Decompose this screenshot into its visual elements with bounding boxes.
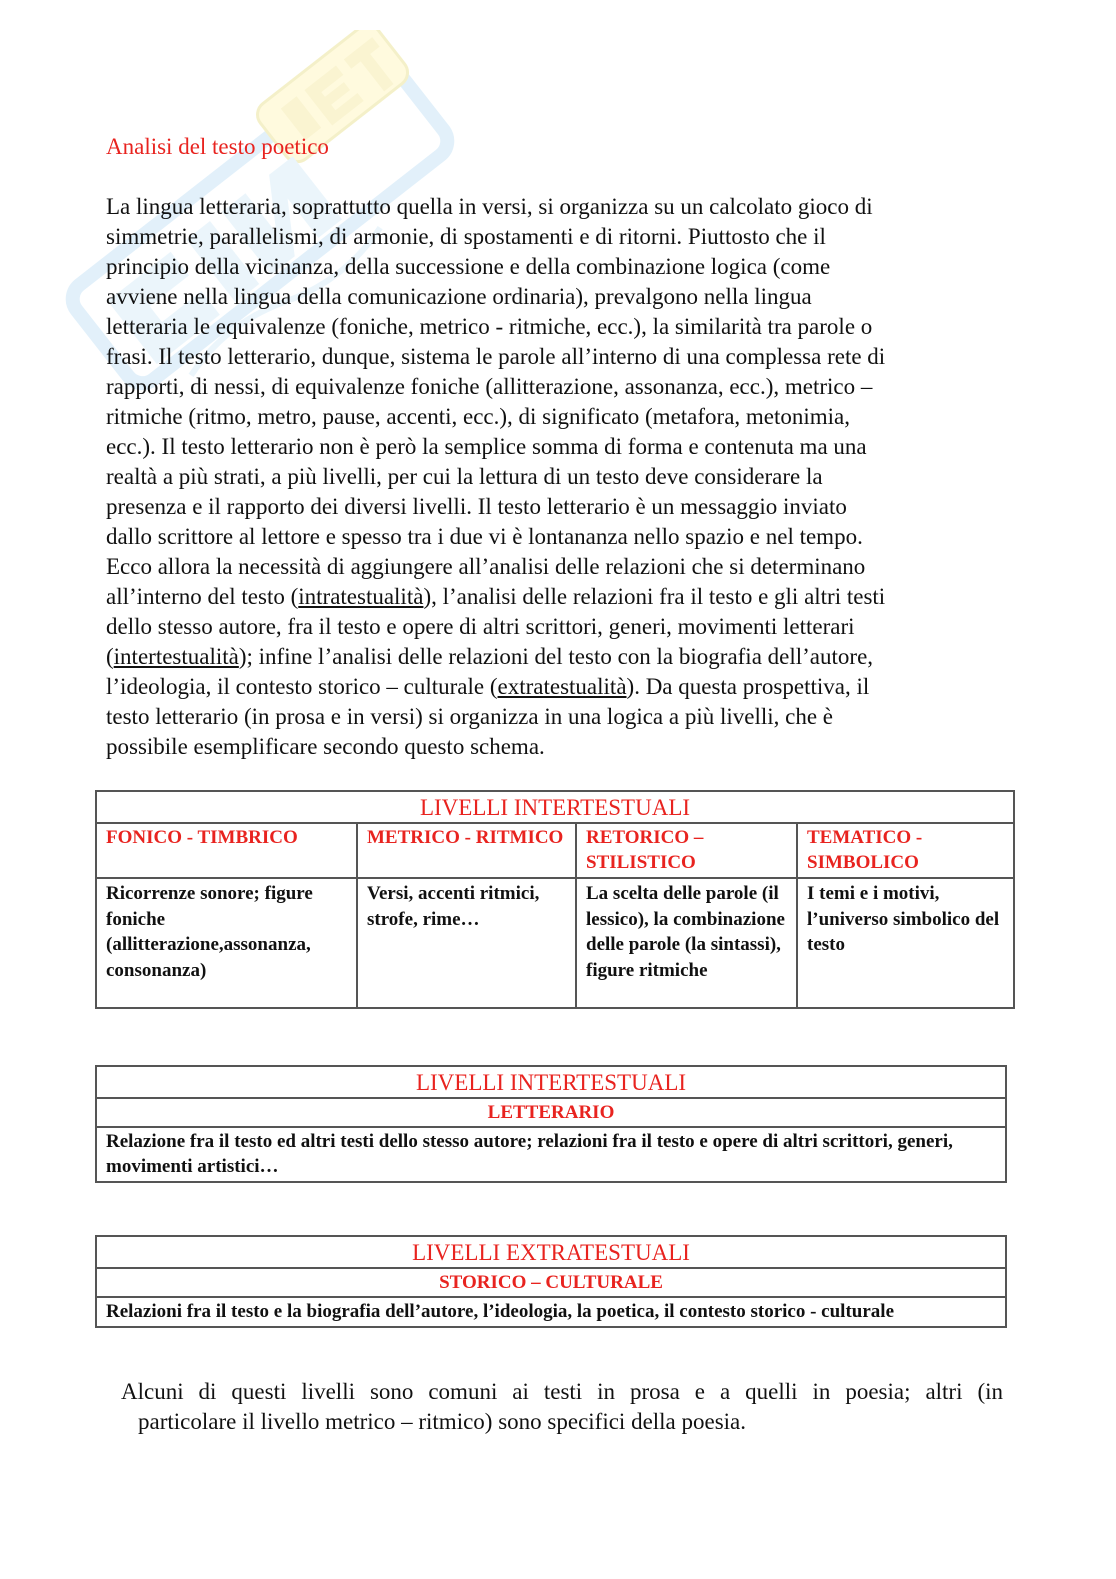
paragraph-line: Ecco allora la necessità di aggiungere all’analisi delle relazioni che si determinano [106,554,866,579]
column-head-tematico: TEMATICO - SIMBOLICO [797,823,1014,878]
column-head-fonico: FONICO - TIMBRICO [96,823,357,878]
term-intratestualita: intratestualità [298,584,424,609]
paragraph-line [106,672,991,702]
column-body-fonico: Ricorrenze sonore; figure foniche (allitterazione,assonanza, consonanza) [96,878,357,1008]
table-description: Relazioni fra il testo e la biografia dell’autore, l’ideologia, la poetica, il contesto storico - culturale [96,1297,1006,1327]
paragraph-line: ecc.). Il testo letterario non è però la semplice somma di forma e contenuta ma una [106,434,867,459]
extratextual-levels-table [95,1235,1007,1328]
literary-levels-table [95,1065,1007,1183]
paragraph-line: letteraria le equivalenze (foniche, metrico - ritmiche, ecc.), la similarità tra parole o [106,314,873,339]
table-subheading: STORICO – CULTURALE [96,1268,1006,1297]
paragraph-line: possibile esemplificare secondo questo schema. [106,734,545,759]
column-body-metrico: Versi, accenti ritmici, strofe, rime… [357,878,576,1008]
paragraph-line: rapporti, di nessi, di equivalenze foniche (allitterazione, assonanza, ecc.), metrico – [106,374,873,399]
paragraph-line: simmetrie, parallelismi, di armonie, di spostamenti e di ritorni. Piuttosto che il [106,224,826,249]
table-heading: LIVELLI INTERTESTUALI [96,791,1014,823]
paragraph-line: dello stesso autore, fra il testo e opere di altri scrittori, generi, movimenti letterari [106,614,855,639]
paragraph-line: ritmiche (ritmo, metro, pause, accenti, ecc.), di significato (metafora, metonimia, [106,404,851,429]
page-title: Analisi del testo poetico [106,134,329,159]
paragraph-line: avviene nella lingua della comunicazione ordinaria), prevalgono nella lingua [106,284,812,309]
paragraph-line: dallo scrittore al lettore e spesso tra i due vi è lontananza nello spazio e nel tempo. [106,524,863,549]
table-subheading: LETTERARIO [96,1098,1006,1127]
closing-line: Alcuni di questi livelli sono comuni ai testi in prosa e a quelli in poesia; altri (in [121,1379,1003,1404]
closing-line: particolare il livello metrico – ritmico) sono specifici della poesia. [138,1409,747,1434]
body-paragraph [106,192,991,762]
paragraph-line: presenza e il rapporto dei diversi livelli. Il testo letterario è un messaggio inviato [106,494,847,519]
intertextual-levels-table [95,790,1015,1009]
text-segment: l’ideologia, il contesto storico – culturale ( [106,674,498,699]
paragraph-line [106,642,991,672]
table-heading: LIVELLI EXTRATESTUALI [96,1236,1006,1268]
column-body-retorico: La scelta delle parole (il lessico), la combinazione delle parole (la sintassi), figure ritmiche [576,878,797,1008]
paragraph-line: testo letterario (in prosa e in versi) si organizza in una logica a più livelli, che è [106,704,834,729]
text-segment: ( [106,644,114,669]
paragraph-line: principio della vicinanza, della successione e della combinazione logica (come [106,254,831,279]
text-segment: all’interno del testo ( [106,584,299,609]
column-head-metrico: METRICO - RITMICO [357,823,576,878]
text-segment: ), l’analisi delle relazioni fra il testo e gli altri testi [423,584,886,609]
paragraph-line: realtà a più strati, a più livelli, per cui la lettura di un testo deve considerare la [106,464,823,489]
term-extratestualita: extratestualità [497,674,627,699]
column-body-tematico: I temi e i motivi, l’universo simbolico del testo [797,878,1014,1008]
paragraph-line: frasi. Il testo letterario, dunque, sistema le parole all’interno di una complessa rete di [106,344,886,369]
paragraph-line [106,582,991,612]
text-segment: ); infine l’analisi delle relazioni del testo con la biografia dell’autore, [238,644,874,669]
table-heading: LIVELLI INTERTESTUALI [96,1066,1006,1098]
column-head-retorico: RETORICO – STILISTICO [576,823,797,878]
paragraph-line: La lingua letteraria, soprattutto quella in versi, si organizza su un calcolato gioco di [106,194,873,219]
text-segment: ). Da questa prospettiva, il [626,674,870,699]
term-intertestualita: intertestualità [113,644,239,669]
table-description: Relazione fra il testo ed altri testi dello stesso autore; relazioni fra il testo e opere di altri scrittori, generi, movimenti artistici… [96,1127,1006,1182]
closing-paragraph [121,1377,1003,1437]
